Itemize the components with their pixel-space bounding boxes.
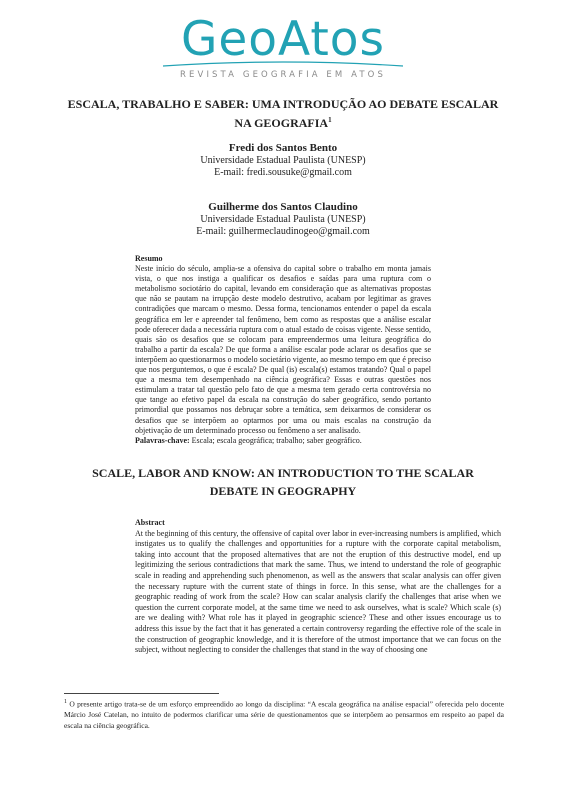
paper-title-en: SCALE, LABOR AND KNOW: AN INTRODUCTION TO THE SCALAR DEBATE IN GEOGRAPHY — [92, 466, 474, 498]
author-block-1 — [0, 142, 566, 180]
author-email: E-mail: fredi.sousuke@gmail.com — [214, 167, 352, 178]
abstract-section — [135, 518, 501, 656]
author-email: E-mail: guilhermeclaudinogeo@gmail.com — [196, 226, 370, 237]
paper-title-pt — [60, 96, 506, 131]
journal-logo: GeoAtos — [180, 12, 386, 67]
footnote — [64, 697, 504, 731]
author-affiliation: Universidade Estadual Paulista (UNESP) — [200, 154, 366, 166]
author-name: Guilherme dos Santos Claudino — [208, 201, 358, 213]
journal-header — [0, 14, 566, 80]
resumo-heading: Resumo — [135, 254, 163, 263]
footnote-text: O presente artigo trata-se de um esforço empreendido ao longo da disciplina: “A escala geográfica na análise espacial” oferecida pelo docente Márcio José Catelan, no intuito de podermos clarificar uma série de questionamentos que se interpõem ao pensarmos em respeito ao papel da escala na ciência geográfica. — [64, 699, 505, 730]
footnote-divider — [64, 693, 219, 694]
abstract-heading: Abstract — [135, 518, 165, 527]
author-affiliation: Universidade Estadual Paulista (UNESP) — [200, 213, 366, 225]
author-block-2 — [0, 201, 566, 239]
journal-tagline: REVISTA GEOGRAFIA EM ATOS — [180, 70, 386, 80]
resumo-text: Neste início do século, amplia-se a ofensiva do capital sobre o trabalho em monta jamais vista, o que nos instiga a qualificar os desafios e saídas para uma ruptura com o metabolismo sociotário do capital, levando em consideração que as alternativas propostas que não se pautam na irrupção deste modelo destrutivo, acabam por legitimar as graves contradições que marcam o mesmo. Dessa forma, tencionamos entender o papel da escala geográfica em ler e apreender tal fenômeno, bem como as respostas que a análise escalar pode oferecer dada a necessária ruptura com o atual estado de coisas vigente. Nesse sentido, quais são os desafios que se colocam para empreendermos uma leitura geográfica do trabalho a partir da escala? De que forma a análise escalar pode aclarar os desafios que se interpõem ao questionarmos o modelo societário vigente, ao mesmo tempo em que é preciso que nos perguntemos, o que é escala? De qual (is) escala(s) estamos tratando? Qual o papel que a mesma tem desempenhado na ciência geográfica? Essas e outras questões nos estimulam a tratar tal questão pelo fato de que a mesma tem gerado certa controvérsia no que tange ao efetivo papel da escala na construção do saber geográfico, sendo portanto primordial que possamos nos debruçar sobre a temática, sem deixarmos de considerar os desafios que se interpõem ao optarmos por uma ou mais escalas na construção da objetivação de um determinado processo ou fenômeno a ser analisado. — [135, 264, 431, 435]
title-footnote-mark: 1 — [328, 116, 332, 124]
paper-title-pt-text: ESCALA, TRABALHO E SABER: UMA INTRODUÇÃO AO DEBATE ESCALAR NA GEOGRAFIA — [67, 97, 499, 130]
abstract-text: At the beginning of this century, the offensive of capital over labor in ever-increasing numbers is amplified, which instigates us to qualify the challenges and opportunities for a rupture with the corporate capital metabolism, taking into account that the proposed alternatives that are not the eruption of this destructive model, end up legitimizing the serious contradictions that mark the same. Thus, we intend to understand the role of geographic scale in reading and apprehending such phenomenon, as well as the answers that scalar analysis can offer given the necessary rupture with the current state of things in force. In this sense, what are the challenges for a geographic reading of work from the scale? How can scalar analysis clarify the challenges that arise when we question the current corporate model, at the same time we need to ask ourselves, what is scale? Which scale (s) are we dealing with? What role has it played in geographic science? These and other issues encourage us to address this issue by the fact that it has generated a certain controversy regarding the effective role of the scale in the construction of geographic knowledge, and it is therefore of the utmost importance that we can focus on the subject, without neglecting to consider the challenges that stand in the way of choosing one — [135, 528, 501, 655]
resumo-section — [135, 254, 431, 446]
keywords-text: Escala; escala geográfica; trabalho; saber geográfico. — [191, 435, 362, 445]
keywords-label: Palavras-chave: — [135, 435, 190, 445]
author-name: Fredi dos Santos Bento — [228, 142, 338, 154]
keywords — [135, 436, 431, 446]
footnote-mark: 1 — [64, 699, 67, 705]
